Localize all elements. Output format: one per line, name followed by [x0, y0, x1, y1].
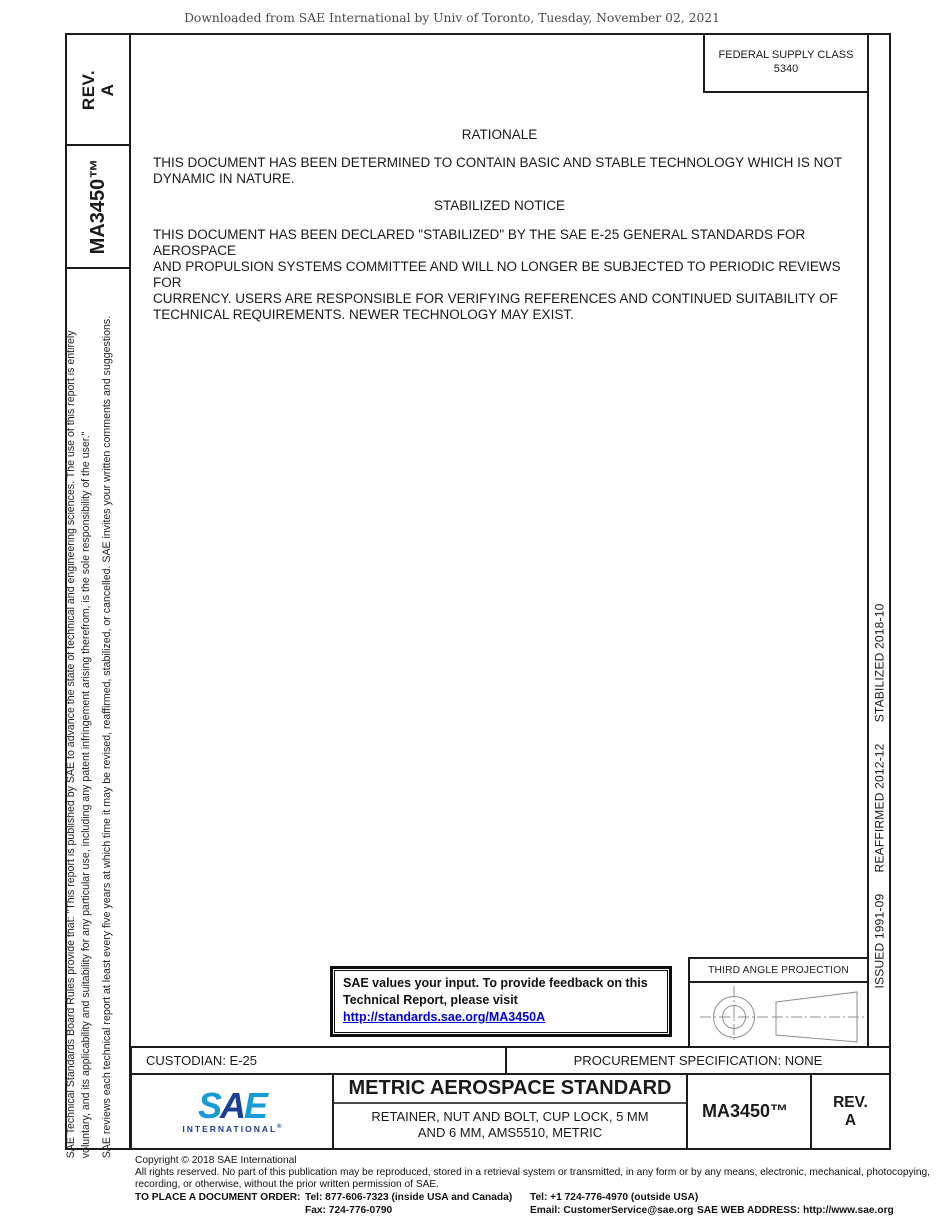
tel-inside: Tel: 877-606-7323 (inside USA and Canada) [305, 1192, 513, 1203]
stabilized-notice-line: CURRENCY. USERS ARE RESPONSIBLE FOR VERIFYING REFERENCES AND CONTINUED SUITABILITY OF [153, 291, 838, 306]
status-history-text: ISSUED 1991-09 REAFFIRMED 2012-12 STABILIZED 2018-10 [872, 603, 886, 988]
logo-subtext: INTERNATIONAL® [182, 1124, 282, 1134]
standard-title-cell [334, 1075, 688, 1148]
status-history [866, 573, 892, 1018]
sae-disclaimer [56, 276, 122, 1158]
custodian-cell: CUSTODIAN: E-25 [132, 1048, 507, 1073]
feedback-line1: SAE values your input. To provide feedback on this [343, 976, 648, 990]
rationale-title: RATIONALE [461, 127, 538, 142]
disclaimer-line: SAE Technical Standards Board Rules provide that: "This report is published by SAE to advance the state of technical and engineering sciences. The use of this report is entirely [64, 330, 77, 1158]
procurement-cell: PROCUREMENT SPECIFICATION: NONE [573, 1053, 823, 1068]
rationale-body-line: DYNAMIC IN NATURE. [153, 171, 295, 186]
projection-title: THIRD ANGLE PROJECTION [690, 959, 867, 983]
rationale-body-line: THIS DOCUMENT HAS BEEN DETERMINED TO CONTAIN BASIC AND STABLE TECHNOLOGY WHICH IS NOT [153, 155, 843, 170]
standard-type-heading: METRIC AEROSPACE STANDARD [348, 1077, 672, 1099]
rev-cell-value: A [844, 1111, 857, 1129]
rev-cell [812, 1075, 889, 1148]
heading-divider [334, 1102, 686, 1104]
doc-number-box [65, 144, 131, 269]
doc-number-cell: MA3450™ [688, 1075, 812, 1148]
stabilized-notice-line: THIS DOCUMENT HAS BEEN DECLARED "STABILIZED" BY THE SAE E-25 GENERAL STANDARDS FOR AEROSPACE [153, 227, 806, 258]
stabilized-notice-body [153, 227, 869, 323]
doc-title-line1: RETAINER, NUT AND BOLT, CUP LOCK, 5 MM [371, 1109, 649, 1124]
federal-supply-class-box [703, 33, 869, 93]
rev-cell-label: REV. [833, 1093, 868, 1111]
disclaimer-line: SAE reviews each technical report at least every five years at which time it may be revised, reaffirmed, stabilized, or cancelled. SAE invites your written comments and suggestions. [100, 315, 113, 1158]
logo-letter-s: S [197, 1085, 220, 1126]
tel-outside: Tel: +1 724-776-4970 (outside USA) [530, 1192, 699, 1203]
email-line: Email: CustomerService@sae.org [530, 1205, 694, 1216]
info-row [130, 1046, 891, 1075]
feedback-box [330, 966, 672, 1037]
third-angle-projection-box [688, 957, 869, 1048]
disclaimer-line: voluntary, and its applicability and suitability for any particular use, including any patent infringement arising therefrom, is the sole responsibility of the user." [79, 431, 92, 1158]
web-address: SAE WEB ADDRESS: http://www.sae.org [697, 1205, 894, 1216]
third-angle-projection-drawing [690, 983, 867, 1044]
feedback-link[interactable]: http://standards.sae.org/MA3450A [343, 1010, 546, 1024]
rationale-body [153, 155, 869, 187]
rev-box [65, 33, 131, 146]
doc-title-line2: AND 6 MM, AMS5510, METRIC [417, 1125, 603, 1140]
logo-letter-a: A [220, 1085, 244, 1126]
rev-value: A [98, 83, 117, 96]
stabilized-notice-line: TECHNICAL REQUIREMENTS. NEWER TECHNOLOGY MAY EXIST. [153, 307, 574, 322]
fsc-label: FEDERAL SUPPLY CLASS [718, 49, 854, 61]
stabilized-notice-title: STABILIZED NOTICE [433, 198, 566, 213]
title-block [130, 1073, 891, 1150]
logo-letter-e: E [244, 1085, 267, 1126]
registered-mark: ® [277, 1124, 282, 1131]
stabilized-notice-line: AND PROPULSION SYSTEMS COMMITTEE AND WILL NO LONGER BE SUBJECTED TO PERIODIC REVIEWS FOR [153, 259, 841, 290]
sae-logo-word [197, 1085, 267, 1126]
copyright-line: Copyright © 2018 SAE International [135, 1155, 297, 1166]
order-label: TO PLACE A DOCUMENT ORDER: [135, 1192, 301, 1203]
rev-label: REV. [79, 69, 98, 110]
rights-line: recording, or otherwise, without the prior written permission of SAE. [135, 1179, 440, 1190]
rights-line: All rights reserved. No part of this publication may be reproduced, stored in a retrieval system or transmitted, in any form or by any means, electronic, mechanical, photocopying, [135, 1167, 930, 1178]
fsc-value: 5340 [773, 63, 799, 75]
feedback-line2: Technical Report, please visit [343, 993, 518, 1007]
download-banner: Downloaded from SAE International by Univ of Toronto, Tuesday, November 02, 2021 [184, 11, 720, 25]
doc-number-vertical: MA3450™ [86, 158, 109, 255]
fax-line: Fax: 724-776-0790 [305, 1205, 393, 1216]
sae-logo [132, 1075, 334, 1148]
